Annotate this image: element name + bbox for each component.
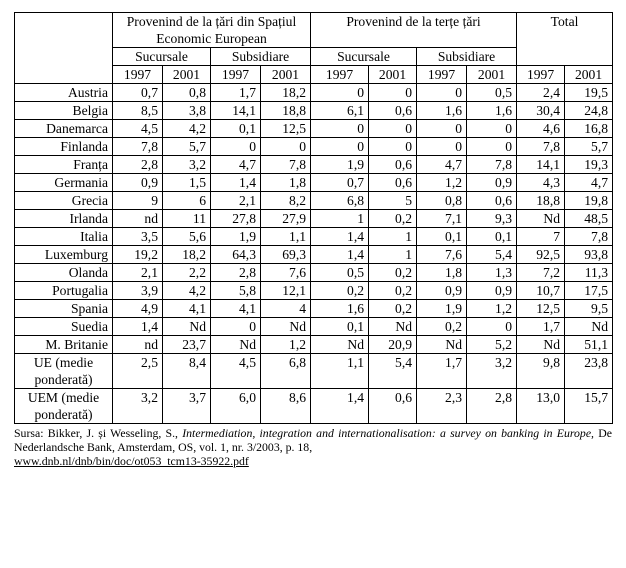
- table-cell: 18,8: [517, 192, 565, 210]
- table-row: [15, 120, 613, 138]
- table-cell: 1,4: [211, 174, 261, 192]
- table-cell: 4,5: [211, 354, 261, 389]
- table-cell: 7,8: [261, 156, 311, 174]
- row-label: Franța: [15, 156, 113, 174]
- table-cell: 12,5: [261, 120, 311, 138]
- table-cell: 7,6: [417, 246, 467, 264]
- year-header: 1997: [311, 66, 369, 84]
- table-cell: 1,5: [163, 174, 211, 192]
- table-cell: 6: [163, 192, 211, 210]
- table-cell: 2,2: [163, 264, 211, 282]
- table-cell: 10,7: [517, 282, 565, 300]
- table-cell: 5,6: [163, 228, 211, 246]
- table-cell: 2,1: [211, 192, 261, 210]
- subheader-subsidiaries: Subsidiare: [417, 48, 517, 66]
- table-cell: 1,6: [417, 102, 467, 120]
- year-header: 1997: [517, 66, 565, 84]
- table-cell: 17,5: [565, 282, 613, 300]
- table-row: [15, 336, 613, 354]
- table-cell: 1,7: [517, 318, 565, 336]
- table-cell: 2,4: [517, 84, 565, 102]
- table-cell: 20,9: [369, 336, 417, 354]
- table-cell: 8,2: [261, 192, 311, 210]
- year-header: 2001: [565, 66, 613, 84]
- table-cell: 0,8: [417, 192, 467, 210]
- table-cell: 30,4: [517, 102, 565, 120]
- header-row-groups: [15, 13, 613, 48]
- table-cell: 69,3: [261, 246, 311, 264]
- table-cell: 1,4: [113, 318, 163, 336]
- table-cell: 0,9: [113, 174, 163, 192]
- table-cell: 0,1: [467, 228, 517, 246]
- table-cell: 23,7: [163, 336, 211, 354]
- table-cell: 48,5: [565, 210, 613, 228]
- data-table: [14, 12, 613, 424]
- year-header: 1997: [211, 66, 261, 84]
- table-cell: 6,8: [311, 192, 369, 210]
- table-cell: 1,4: [311, 389, 369, 424]
- table-cell: Nd: [261, 318, 311, 336]
- table-cell: 1,2: [261, 336, 311, 354]
- table-cell: 1: [369, 228, 417, 246]
- year-header: 2001: [163, 66, 211, 84]
- row-label: M. Britanie: [15, 336, 113, 354]
- row-label: Spania: [15, 300, 113, 318]
- table-cell: 7,6: [261, 264, 311, 282]
- source-note: [14, 426, 612, 468]
- table-cell: 6,1: [311, 102, 369, 120]
- table-cell: Nd: [517, 210, 565, 228]
- subheader-branches: Sucursale: [113, 48, 211, 66]
- table-cell: 0,2: [369, 210, 417, 228]
- group-third-country-header: Provenind de la terțe țări: [311, 13, 517, 48]
- table-row: [15, 84, 613, 102]
- table-cell: 0: [417, 138, 467, 156]
- table-cell: 19,8: [565, 192, 613, 210]
- table-cell: 4,6: [517, 120, 565, 138]
- table-cell: 0,6: [369, 174, 417, 192]
- subheader-branches: Sucursale: [311, 48, 417, 66]
- table-cell: 1,9: [211, 228, 261, 246]
- table-cell: 1,2: [467, 300, 517, 318]
- row-label: Germania: [15, 174, 113, 192]
- table-cell: 19,5: [565, 84, 613, 102]
- table-cell: 9,3: [467, 210, 517, 228]
- table-cell: 3,5: [113, 228, 163, 246]
- table-cell: 9,5: [565, 300, 613, 318]
- table-cell: 8,6: [261, 389, 311, 424]
- table-cell: 64,3: [211, 246, 261, 264]
- subheader-subsidiaries: Subsidiare: [211, 48, 311, 66]
- table-cell: 3,2: [113, 389, 163, 424]
- table-cell: 8,4: [163, 354, 211, 389]
- table-cell: 8,5: [113, 102, 163, 120]
- table-cell: 0: [417, 120, 467, 138]
- table-cell: 4: [261, 300, 311, 318]
- table-cell: 0: [369, 120, 417, 138]
- table-cell: 1,6: [467, 102, 517, 120]
- table-cell: 4,9: [113, 300, 163, 318]
- table-cell: 0,1: [211, 120, 261, 138]
- table-cell: Nd: [565, 318, 613, 336]
- table-cell: 9,8: [517, 354, 565, 389]
- table-cell: 2,1: [113, 264, 163, 282]
- table-row: [15, 318, 613, 336]
- document: [14, 12, 612, 468]
- total-header: Total: [517, 13, 613, 66]
- table-cell: 0: [311, 120, 369, 138]
- group-eea-header: Provenind de la țări din Spațiul Economic European: [113, 13, 311, 48]
- table-cell: 0: [467, 138, 517, 156]
- table-cell: 0: [369, 84, 417, 102]
- table-cell: Nd: [369, 318, 417, 336]
- table-cell: 0: [261, 138, 311, 156]
- table-cell: 14,1: [517, 156, 565, 174]
- table-cell: 6,8: [261, 354, 311, 389]
- table-cell: 5,7: [565, 138, 613, 156]
- table-cell: 11: [163, 210, 211, 228]
- table-cell: 2,3: [417, 389, 467, 424]
- table-row: [15, 282, 613, 300]
- table-cell: 7,1: [417, 210, 467, 228]
- table-cell: 7,8: [517, 138, 565, 156]
- table-cell: 0,2: [311, 282, 369, 300]
- table-cell: 12,5: [517, 300, 565, 318]
- table-cell: 0,2: [369, 282, 417, 300]
- row-label: Danemarca: [15, 120, 113, 138]
- table-cell: 27,8: [211, 210, 261, 228]
- table-cell: 0,6: [369, 389, 417, 424]
- table-cell: 5,8: [211, 282, 261, 300]
- table-cell: 92,5: [517, 246, 565, 264]
- table-cell: 19,3: [565, 156, 613, 174]
- table-cell: 0,2: [369, 264, 417, 282]
- table-cell: 24,8: [565, 102, 613, 120]
- row-label: Italia: [15, 228, 113, 246]
- table-cell: 5: [369, 192, 417, 210]
- table-cell: 0,9: [467, 174, 517, 192]
- table-cell: 0,8: [163, 84, 211, 102]
- table-cell: 4,3: [517, 174, 565, 192]
- table-row: [15, 389, 613, 424]
- table-cell: 19,2: [113, 246, 163, 264]
- table-row: [15, 156, 613, 174]
- table-cell: 27,9: [261, 210, 311, 228]
- table-cell: 14,1: [211, 102, 261, 120]
- table-cell: 2,8: [113, 156, 163, 174]
- table-cell: 0,6: [467, 192, 517, 210]
- table-cell: 1,7: [211, 84, 261, 102]
- table-cell: 4,5: [113, 120, 163, 138]
- table-cell: 3,8: [163, 102, 211, 120]
- table-cell: 6,0: [211, 389, 261, 424]
- table-cell: 0,2: [369, 300, 417, 318]
- table-cell: 4,2: [163, 282, 211, 300]
- table-cell: 7: [517, 228, 565, 246]
- table-cell: 0,5: [467, 84, 517, 102]
- table-cell: 3,2: [467, 354, 517, 389]
- row-label: Belgia: [15, 102, 113, 120]
- table-cell: 4,2: [163, 120, 211, 138]
- row-label: Suedia: [15, 318, 113, 336]
- table-cell: 1,7: [417, 354, 467, 389]
- table-cell: 0,6: [369, 156, 417, 174]
- table-cell: 7,8: [467, 156, 517, 174]
- table-cell: 2,8: [211, 264, 261, 282]
- table-row: [15, 354, 613, 389]
- table-body: [15, 84, 613, 424]
- table-cell: 93,8: [565, 246, 613, 264]
- year-header: 2001: [261, 66, 311, 84]
- table-cell: 2,8: [467, 389, 517, 424]
- table-cell: 1,8: [261, 174, 311, 192]
- row-label: Grecia: [15, 192, 113, 210]
- table-cell: Nd: [417, 336, 467, 354]
- row-label: Olanda: [15, 264, 113, 282]
- year-header: 1997: [113, 66, 163, 84]
- table-cell: 0,1: [311, 318, 369, 336]
- table-cell: 7,8: [113, 138, 163, 156]
- table-cell: 0: [211, 138, 261, 156]
- table-cell: 5,4: [467, 246, 517, 264]
- table-cell: 1,1: [311, 354, 369, 389]
- row-label: UE (medie ponderată): [15, 354, 113, 389]
- table-cell: 0: [311, 84, 369, 102]
- table-cell: 0: [369, 138, 417, 156]
- table-cell: 0,7: [311, 174, 369, 192]
- table-cell: 9: [113, 192, 163, 210]
- row-label: Luxemburg: [15, 246, 113, 264]
- table-cell: 1,3: [467, 264, 517, 282]
- source-title: Intermediation, integration and internationalisation: a survey on banking in Europe,: [182, 426, 595, 440]
- table-cell: 23,8: [565, 354, 613, 389]
- table-row: [15, 210, 613, 228]
- table-cell: 0,7: [113, 84, 163, 102]
- source-rest: De Nederlandsche Bank, Amsterdam, OS, vol. 1, nr. 3/2003, p. 18,: [14, 426, 612, 454]
- table-cell: Nd: [311, 336, 369, 354]
- table-cell: 0,9: [417, 282, 467, 300]
- year-header: 2001: [467, 66, 517, 84]
- table-cell: 12,1: [261, 282, 311, 300]
- table-cell: 1,6: [311, 300, 369, 318]
- table-cell: 0,1: [417, 228, 467, 246]
- table-cell: 4,1: [211, 300, 261, 318]
- table-cell: 18,2: [163, 246, 211, 264]
- table-cell: Nd: [163, 318, 211, 336]
- table-row: [15, 228, 613, 246]
- table-cell: 0,9: [467, 282, 517, 300]
- table-cell: 0,2: [417, 318, 467, 336]
- table-row: [15, 192, 613, 210]
- table-cell: 1,4: [311, 246, 369, 264]
- table-cell: nd: [113, 336, 163, 354]
- year-header: 1997: [417, 66, 467, 84]
- table-row: [15, 264, 613, 282]
- table-cell: 1,1: [261, 228, 311, 246]
- source-link[interactable]: www.dnb.nl/dnb/bin/doc/ot053_tcm13-35922.pdf: [14, 454, 249, 468]
- table-cell: Nd: [517, 336, 565, 354]
- table-cell: 0: [311, 138, 369, 156]
- table-cell: 3,2: [163, 156, 211, 174]
- table-cell: 1,9: [417, 300, 467, 318]
- table-cell: 18,2: [261, 84, 311, 102]
- table-cell: 1,4: [311, 228, 369, 246]
- table-cell: nd: [113, 210, 163, 228]
- year-header: 2001: [369, 66, 417, 84]
- row-label: Finlanda: [15, 138, 113, 156]
- table-row: [15, 246, 613, 264]
- table-cell: 0,5: [311, 264, 369, 282]
- row-label: Portugalia: [15, 282, 113, 300]
- table-cell: 3,7: [163, 389, 211, 424]
- table-cell: 3,9: [113, 282, 163, 300]
- row-label: Irlanda: [15, 210, 113, 228]
- row-label: UEM (medie ponderată): [15, 389, 113, 424]
- table-row: [15, 300, 613, 318]
- table-cell: 5,2: [467, 336, 517, 354]
- row-label: Austria: [15, 84, 113, 102]
- table-cell: 15,7: [565, 389, 613, 424]
- table-cell: Nd: [211, 336, 261, 354]
- source-prefix: Sursa: Bikker, J. și Wesseling, S.,: [14, 426, 183, 440]
- table-cell: 1,9: [311, 156, 369, 174]
- table-cell: 0: [467, 120, 517, 138]
- table-cell: 1,2: [417, 174, 467, 192]
- table-cell: 1: [369, 246, 417, 264]
- table-cell: 1,8: [417, 264, 467, 282]
- table-cell: 4,1: [163, 300, 211, 318]
- table-row: [15, 102, 613, 120]
- table-cell: 1: [311, 210, 369, 228]
- table-cell: 0: [467, 318, 517, 336]
- table-cell: 11,3: [565, 264, 613, 282]
- table-cell: 5,7: [163, 138, 211, 156]
- table-cell: 5,4: [369, 354, 417, 389]
- table-cell: 0: [417, 84, 467, 102]
- table-cell: 51,1: [565, 336, 613, 354]
- table-cell: 4,7: [417, 156, 467, 174]
- table-cell: 2,5: [113, 354, 163, 389]
- table-row: [15, 138, 613, 156]
- table-cell: 13,0: [517, 389, 565, 424]
- table-cell: 18,8: [261, 102, 311, 120]
- table-cell: 7,2: [517, 264, 565, 282]
- table-cell: 4,7: [211, 156, 261, 174]
- corner-cell: [15, 13, 113, 84]
- table-cell: 4,7: [565, 174, 613, 192]
- table-row: [15, 174, 613, 192]
- table-cell: 7,8: [565, 228, 613, 246]
- table-cell: 0,6: [369, 102, 417, 120]
- table-cell: 16,8: [565, 120, 613, 138]
- table-cell: 0: [211, 318, 261, 336]
